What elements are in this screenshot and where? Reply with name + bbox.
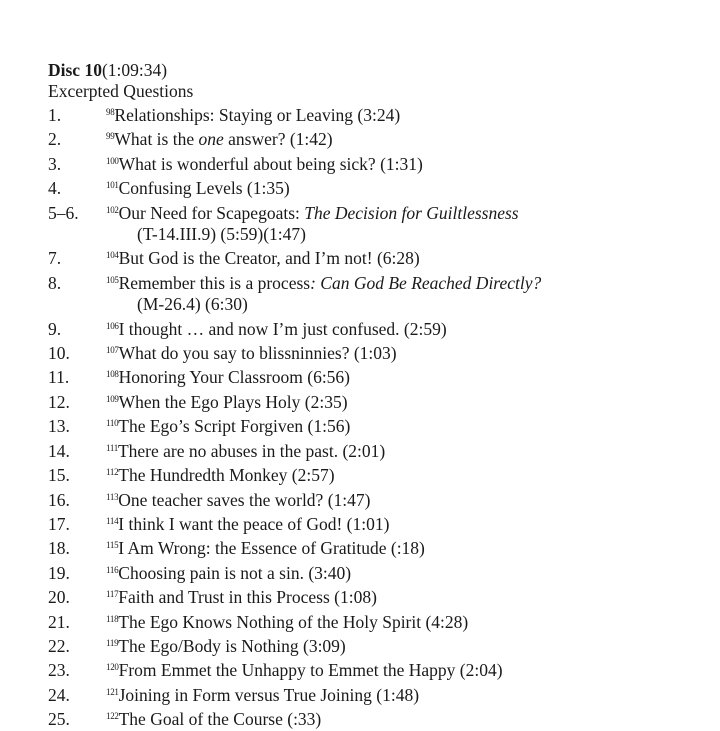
track-title-text: Joining in Form versus True Joining (1:48) bbox=[118, 684, 420, 705]
track-number: 3. bbox=[48, 153, 62, 174]
track-title-text: Confusing Levels (1:35) bbox=[118, 178, 290, 199]
track-reference-number: 120 bbox=[106, 662, 119, 673]
track-item bbox=[48, 413, 708, 437]
track-number: 9. bbox=[48, 318, 62, 339]
track-title-text: From Emmet the Unhappy to Emmet the Happy (2:04) bbox=[118, 660, 503, 681]
track-item bbox=[48, 487, 708, 511]
track-title-text: But God is the Creator, and I’m not! (6:28) bbox=[118, 248, 420, 269]
track-title bbox=[106, 706, 321, 730]
track-row bbox=[48, 706, 708, 730]
track-title-text: There are no abuses in the past. (2:01) bbox=[117, 440, 386, 461]
track-reference-number: 121 bbox=[106, 686, 119, 697]
track-reference-number: 116 bbox=[106, 564, 119, 575]
track-title bbox=[106, 511, 389, 535]
track-title-text: The Goal of the Course (:33) bbox=[118, 709, 322, 730]
track-reference-number: 112 bbox=[106, 467, 119, 478]
track-row bbox=[48, 511, 708, 535]
track-title bbox=[106, 535, 425, 559]
disc-heading bbox=[48, 60, 708, 81]
track-number: 18. bbox=[48, 538, 70, 559]
track-reference-number: 113 bbox=[106, 491, 119, 502]
track-item bbox=[48, 462, 708, 486]
track-continuation: (M-26.4) (6:30) bbox=[137, 294, 248, 315]
track-reference-number: 104 bbox=[106, 250, 119, 261]
track-number: 23. bbox=[48, 660, 70, 681]
track-title-text: The Ego’s Script Forgiven (1:56) bbox=[118, 416, 351, 437]
track-number: 13. bbox=[48, 416, 70, 437]
track-reference-number: 122 bbox=[106, 711, 119, 722]
track-title-text: Our Need for Scapegoats: bbox=[118, 202, 305, 223]
track-row bbox=[48, 126, 708, 150]
track-title-text: Honoring Your Classroom (6:56) bbox=[118, 367, 351, 388]
track-item bbox=[48, 706, 708, 730]
track-title-text: The Ego/Body is Nothing (3:09) bbox=[118, 635, 346, 656]
track-reference-number: 107 bbox=[106, 345, 119, 356]
track-title bbox=[106, 657, 503, 681]
track-title-text-end: answer? (1:42) bbox=[223, 129, 333, 150]
track-row bbox=[48, 438, 708, 462]
track-row bbox=[48, 270, 708, 294]
track-reference-number: 117 bbox=[106, 589, 119, 600]
track-title bbox=[106, 364, 350, 388]
track-title-text: I Am Wrong: the Essence of Gratitude (:18) bbox=[118, 538, 425, 559]
track-number: 2. bbox=[48, 129, 62, 150]
track-reference-number: 111 bbox=[106, 442, 118, 453]
track-number: 7. bbox=[48, 248, 62, 269]
track-title bbox=[106, 175, 290, 199]
track-title bbox=[106, 245, 420, 269]
track-title-text: What is wonderful about being sick? (1:31) bbox=[118, 153, 423, 174]
track-title bbox=[106, 413, 350, 437]
section-subtitle: Excerpted Questions bbox=[48, 81, 194, 101]
track-number: 14. bbox=[48, 440, 70, 461]
track-row bbox=[48, 316, 708, 340]
track-reference-number: 114 bbox=[106, 515, 119, 526]
track-title bbox=[106, 389, 348, 413]
track-item bbox=[48, 200, 708, 246]
track-reference-number: 105 bbox=[106, 274, 119, 285]
track-number: 20. bbox=[48, 587, 70, 608]
track-number: 19. bbox=[48, 562, 70, 583]
track-reference-number: 109 bbox=[106, 393, 119, 404]
track-row bbox=[48, 413, 708, 437]
track-row bbox=[48, 245, 708, 269]
track-item bbox=[48, 102, 708, 126]
track-item bbox=[48, 270, 708, 316]
track-reference-number: 119 bbox=[106, 637, 119, 648]
track-number: 12. bbox=[48, 391, 70, 412]
track-row bbox=[48, 657, 708, 681]
track-item bbox=[48, 535, 708, 559]
track-row bbox=[48, 364, 708, 388]
track-reference-number: 99 bbox=[106, 131, 115, 142]
track-row bbox=[48, 535, 708, 559]
track-title bbox=[106, 340, 397, 364]
track-reference-number: 106 bbox=[106, 320, 119, 331]
track-number: 5–6. bbox=[48, 202, 79, 223]
track-title-text: I thought … and now I’m just confused. (2:59) bbox=[118, 318, 447, 339]
track-title bbox=[106, 151, 423, 175]
track-row bbox=[48, 462, 708, 486]
track-row bbox=[48, 609, 708, 633]
track-item bbox=[48, 316, 708, 340]
track-title-italic: The Decision for Guiltlessness bbox=[304, 202, 519, 223]
track-reference-number: 100 bbox=[106, 155, 119, 166]
track-continuation: (T-14.III.9) (5:59)(1:47) bbox=[137, 224, 306, 245]
track-reference-number: 98 bbox=[106, 107, 115, 117]
track-number: 25. bbox=[48, 709, 70, 730]
track-title-text: Relationships: Staying or Leaving (3:24) bbox=[114, 105, 401, 125]
track-number: 24. bbox=[48, 684, 70, 705]
track-item bbox=[48, 657, 708, 681]
track-title bbox=[106, 102, 400, 126]
track-reference-number: 108 bbox=[106, 369, 119, 380]
track-title bbox=[106, 682, 419, 706]
track-reference-number: 118 bbox=[106, 613, 119, 624]
track-row bbox=[48, 389, 708, 413]
track-row bbox=[48, 340, 708, 364]
track-number: 1. bbox=[48, 105, 62, 125]
track-title-text: The Hundredth Monkey (2:57) bbox=[118, 465, 335, 486]
track-item bbox=[48, 560, 708, 584]
track-number: 16. bbox=[48, 489, 70, 510]
track-title bbox=[106, 560, 351, 584]
track-title-italic: : Can God Be Reached Directly? bbox=[310, 272, 542, 293]
track-item bbox=[48, 438, 708, 462]
track-reference-number: 101 bbox=[106, 180, 119, 191]
track-title-text: One teacher saves the world? (1:47) bbox=[118, 489, 371, 510]
track-row bbox=[48, 175, 708, 199]
track-reference-number: 115 bbox=[106, 540, 119, 551]
track-title-text: The Ego Knows Nothing of the Holy Spirit (4:28) bbox=[118, 611, 469, 632]
track-list bbox=[48, 102, 708, 731]
track-item bbox=[48, 364, 708, 388]
track-item bbox=[48, 175, 708, 199]
track-title-text: What do you say to blissninnies? (1:03) bbox=[118, 343, 397, 364]
track-item bbox=[48, 340, 708, 364]
track-row bbox=[48, 633, 708, 657]
track-title-text: Remember this is a process bbox=[118, 272, 311, 293]
track-title bbox=[106, 126, 333, 150]
track-title bbox=[106, 462, 335, 486]
track-item bbox=[48, 126, 708, 150]
track-number: 15. bbox=[48, 465, 70, 486]
track-listing bbox=[48, 60, 708, 731]
track-row bbox=[48, 584, 708, 608]
track-row bbox=[48, 487, 708, 511]
track-title bbox=[106, 316, 447, 340]
track-title-text: Faith and Trust in this Process (1:08) bbox=[118, 587, 377, 608]
disc-title: Disc 10 bbox=[48, 60, 102, 80]
track-number: 17. bbox=[48, 513, 70, 534]
track-item bbox=[48, 682, 708, 706]
track-row bbox=[48, 102, 708, 126]
track-item bbox=[48, 609, 708, 633]
track-item bbox=[48, 389, 708, 413]
track-number: 10. bbox=[48, 343, 70, 364]
track-title bbox=[106, 633, 346, 657]
disc-duration: (1:09:34) bbox=[101, 60, 168, 80]
track-title-text: What is the bbox=[114, 129, 199, 150]
track-title-text: Choosing pain is not a sin. (3:40) bbox=[118, 562, 352, 583]
track-number: 11. bbox=[48, 367, 70, 388]
track-reference-number: 110 bbox=[106, 418, 119, 429]
track-title bbox=[106, 487, 370, 511]
track-row bbox=[48, 200, 708, 224]
track-number: 21. bbox=[48, 611, 70, 632]
track-title bbox=[106, 438, 385, 462]
track-item bbox=[48, 511, 708, 535]
track-item bbox=[48, 151, 708, 175]
track-row bbox=[48, 560, 708, 584]
track-title bbox=[106, 200, 519, 224]
track-title bbox=[106, 609, 468, 633]
track-title-text: I think I want the peace of God! (1:01) bbox=[118, 513, 390, 534]
track-title-italic: one bbox=[198, 129, 224, 150]
track-number: 8. bbox=[48, 272, 62, 293]
track-title bbox=[106, 584, 377, 608]
track-number: 4. bbox=[48, 178, 62, 199]
track-title bbox=[106, 270, 541, 294]
track-item bbox=[48, 245, 708, 269]
track-row bbox=[48, 151, 708, 175]
track-number: 22. bbox=[48, 635, 70, 656]
track-title-text: When the Ego Plays Holy (2:35) bbox=[118, 391, 348, 412]
track-reference-number: 102 bbox=[106, 204, 119, 215]
track-item bbox=[48, 584, 708, 608]
track-item bbox=[48, 633, 708, 657]
track-row bbox=[48, 682, 708, 706]
